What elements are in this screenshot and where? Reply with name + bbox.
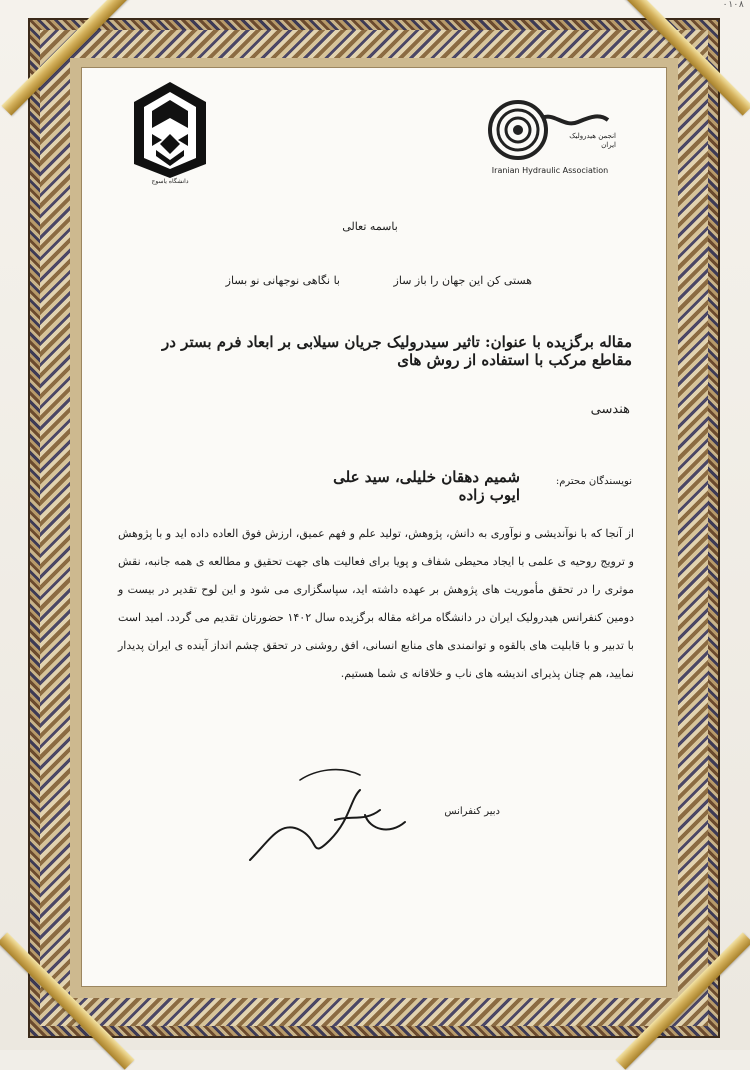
certificate-title: مقاله برگزیده با عنوان: تاثیر سیدرولیک جریان سیلابی بر ابعاد فرم بستر در مقاطع مرکب با استفاده از روش های — [162, 333, 632, 369]
signature-title: دبیر کنفرانس — [444, 806, 500, 817]
slogan-right: هستی کن این جهان را باز ساز — [393, 274, 532, 287]
authors-names: شمیم دهقان خلیلی، سید علی ایوب زاده — [333, 468, 520, 504]
certificate-title-continued: هندسی — [590, 402, 630, 417]
university-logo-icon — [130, 78, 210, 182]
hydraulic-association-name-en: Iranian Hydraulic Association — [491, 166, 609, 175]
slogan-left: با نگاهی نوجهانی نو بساز — [225, 274, 340, 287]
certificate-body-text: از آنجا که با نوآندیشی و نوآوری به دانش، پژوهش، تولید علم و فهم عمیق، ارزش فوق العاده داده اید و با پژوهش و ترویج روحیه ی علمی با ایجاد محیطی شفاف و پویا برای فعالیت های جهت تحقیق و مطالعه ی همه جانبه، نقش موثری را در تحقق مأموریت های پژوهش بر عهده داشته اید، سپاسگزاری می شود و این لوح تقدیر در بیست و دومین کنفرانس هیدرولیک ایران در دانشگاه مراغه مقاله برگزیده سال ۱۴۰۲ حضورتان تقدیم می گردد. امید است با تدبیر و با قابلیت های بالقوه و توانمندی های منابع انسانی، افق روشنی در تحقق چشم انداز آینده ی ایران پدیدار نمایید، هم چنان پذیرای اندیشه های ناب و خلاقانه ی شما هستیم. — [118, 527, 634, 680]
document-number: ۰۱۰۸ — [722, 0, 744, 10]
university-logo-caption: دانشگاه یاسوج — [151, 178, 189, 185]
handwritten-signature — [240, 760, 420, 880]
hydraulic-association-name-fa: انجمن هیدرولیک ایران — [569, 132, 616, 149]
authors-label: نویسندگان محترم: — [555, 476, 632, 487]
invocation-text: باسمه تعالی — [342, 220, 398, 233]
